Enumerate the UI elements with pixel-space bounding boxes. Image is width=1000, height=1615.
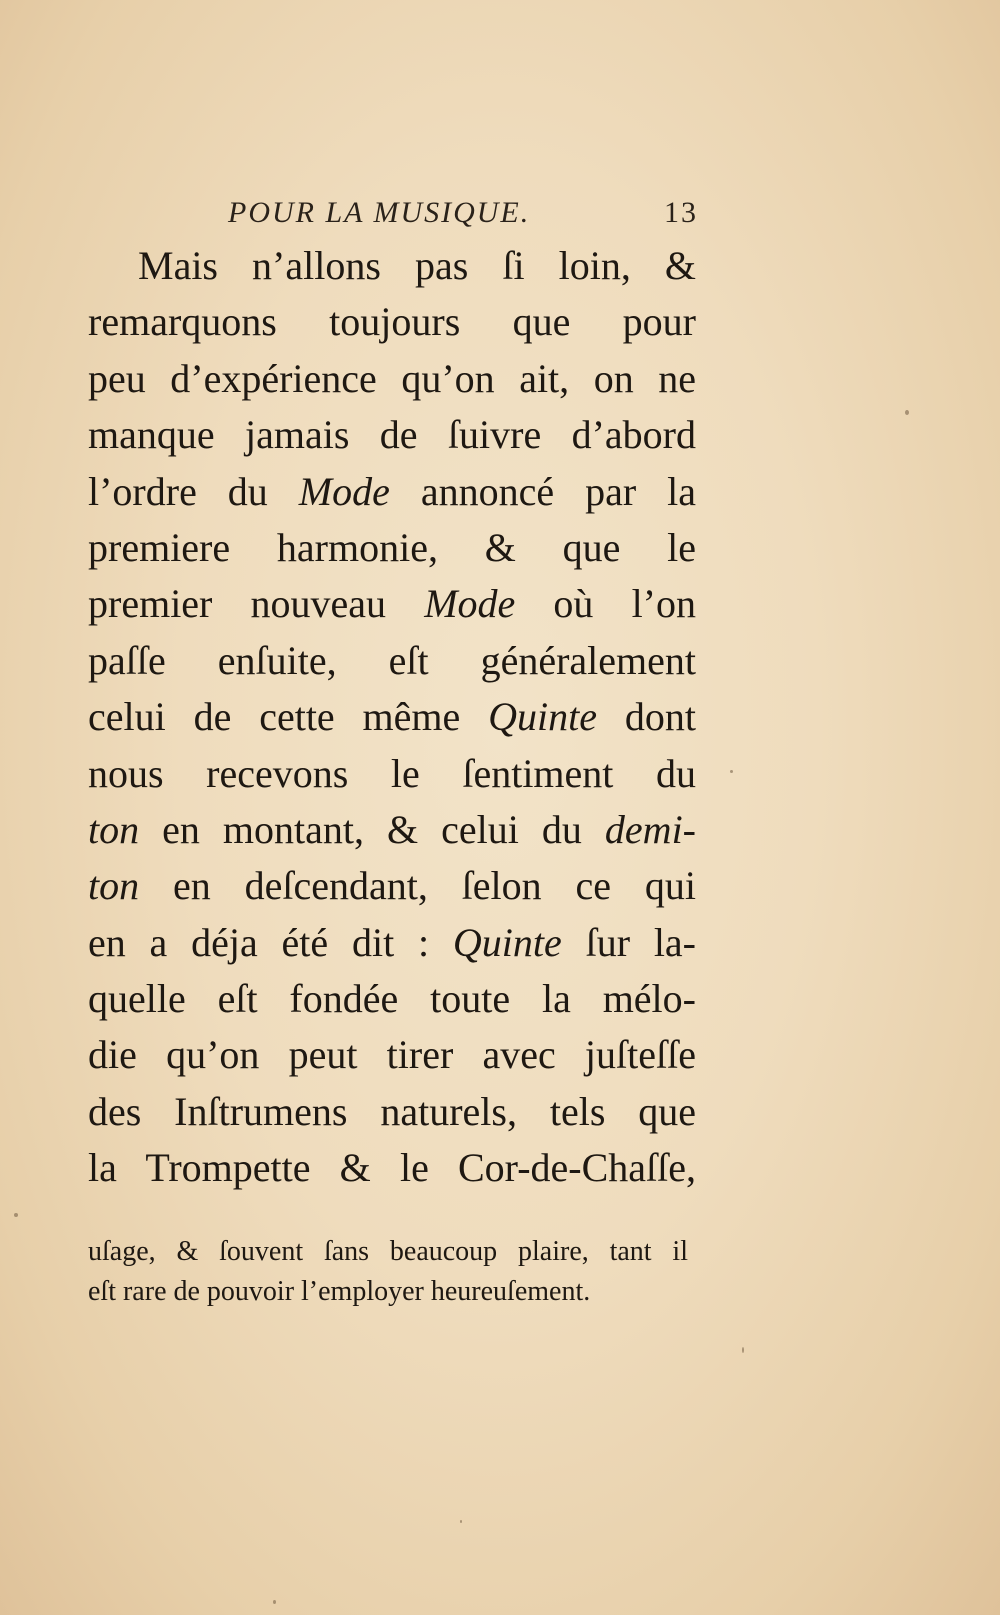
text-line (88, 464, 696, 520)
text-line (88, 520, 696, 576)
text-line (88, 407, 696, 463)
italic-term: demi- (604, 806, 696, 852)
text-segment: ſur la- (561, 919, 697, 965)
page-number: 13 (664, 196, 698, 229)
text-segment: des Inſtrumens naturels, tels que (88, 1088, 696, 1134)
text-line (88, 576, 696, 632)
text-line (88, 1140, 696, 1196)
page-header (228, 196, 698, 236)
text-line (88, 633, 696, 689)
text-segment: où l’on (515, 581, 696, 627)
text-line (88, 746, 696, 802)
text-segment: celui de cette même (88, 694, 489, 740)
text-segment: l’ordre du (88, 468, 299, 514)
text-line (88, 689, 696, 745)
text-line (88, 294, 696, 350)
text-segment: quelle eſt fondée toute la mélo- (88, 976, 696, 1022)
footnote-line: uſage, & ſouvent ſans beaucoup plaire, tant il (88, 1236, 688, 1267)
text-line (88, 858, 696, 914)
italic-term: Mode (298, 468, 390, 514)
text-segment: paſſe enſuite, eſt généralement (88, 637, 696, 683)
text-segment: premier nouveau (88, 581, 425, 627)
text-line (88, 915, 696, 971)
italic-term: Quinte (452, 919, 562, 965)
text-line (88, 971, 696, 1027)
paper-speck (273, 1600, 276, 1604)
footnote-line: eſt rare de pouvoir l’employer heureuſement. (88, 1276, 591, 1307)
text-segment: en a déja été dit : (88, 919, 453, 965)
text-segment: annoncé par la (389, 468, 697, 514)
paper-speck (730, 770, 733, 773)
text-segment: en montant, & celui du (139, 806, 605, 852)
text-segment: premiere harmonie, & que le (88, 524, 696, 570)
body-text (88, 238, 696, 1197)
italic-term: ton (88, 863, 140, 909)
text-line (88, 802, 696, 858)
paper-speck (742, 1347, 744, 1353)
text-segment: peu d’expérience qu’on ait, on ne (88, 355, 696, 401)
text-segment: manque jamais de ſuivre d’abord (88, 412, 696, 458)
text-segment: nous recevons le ſentiment du (88, 750, 696, 796)
text-line (88, 1084, 696, 1140)
text-segment: dont (597, 694, 696, 740)
running-head: POUR LA MUSIQUE. (228, 196, 531, 229)
italic-term: Quinte (488, 694, 598, 740)
text-segment: Mais n’allons pas ſi loin, & (138, 243, 696, 288)
text-segment: la Trompette & le Cor-de-Chaſſe, (88, 1145, 696, 1191)
paper-speck (460, 1520, 462, 1523)
italic-term: Mode (424, 581, 516, 627)
text-segment: die qu’on peut tirer avec juſteſſe (88, 1032, 696, 1078)
text-segment: remarquons toujours que pour (88, 299, 696, 345)
text-segment: en deſcendant, ſelon ce qui (139, 863, 696, 909)
text-line (88, 351, 696, 407)
text-line (88, 238, 696, 294)
footnote (88, 1232, 688, 1312)
text-line (88, 1027, 696, 1083)
paper-speck (14, 1213, 18, 1217)
paper-speck (905, 410, 909, 415)
italic-term: ton (88, 806, 140, 852)
